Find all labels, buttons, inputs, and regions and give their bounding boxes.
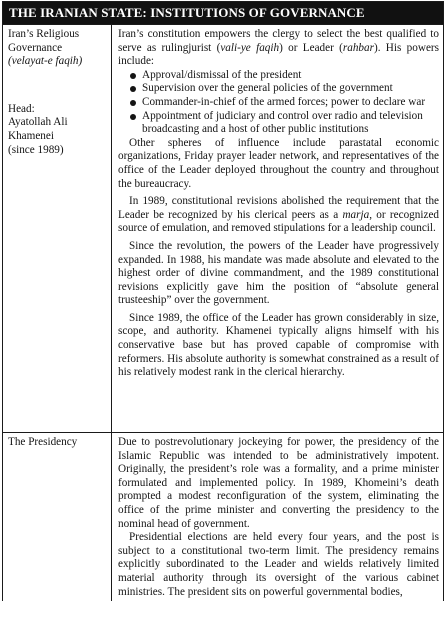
list-item [130,82,439,96]
label-italic-term: (velayat-e faqih) [8,55,83,68]
list-item-text: Commander-in-chief of the armed forces; power to declare war [142,95,426,108]
intro-text: ) or Leader ( [279,41,343,54]
head-name-line: Khamenei [8,129,54,142]
list-item [130,110,439,137]
row-label-presidency: The Presidency [3,433,112,602]
head-name-line: Ayatollah Ali [8,116,68,129]
table-row-religious-governance [3,25,444,433]
bullet-icon [130,73,136,79]
paragraph: Since 1989, the office of the Leader has grown considerably in size, scope, and authority. Khamenei typically aligns himself with his conservative base but has proved capable of compromise with reformers. His absolute authority is somewhat constrained as a result of his relatively modest rank in the clerical hierarchy. [118,311,439,379]
paragraph: Due to postrevolutionary jockeying for power, the presidency of the Islamic Republic was intended to be administratively impotent. Originally, the president’s role was a formality, and a prime minister formulated and implemented policy. In 1989, Khomeini’s death prompted a modest reconfiguration of the system, eliminating the office of the prime minister and converting the presidency to the nominal head of government. [118,436,439,530]
paragraph: Presidential elections are held every four years, and the post is subject to a constitutional two-term limit. The presidency remains explicitly subordinated to the Leader and wields relatively limited material authority through its oversight of the various cabinet ministries. The president sits on powerful governmental bodies, [118,531,439,598]
list-item-text: Approval/dismissal of the president [142,68,302,81]
paragraph: Since the revolution, the powers of the Leader have progressively expanded. In 1988, his mandate was made absolute and elevated to the highest order of divine commandment, and the 1989 constitutional revisions explicitly gave him the position of “absolute general trusteeship” over the government. [118,239,439,307]
list-item-text: Supervision over the general policies of the government [142,82,393,95]
table-title: THE IRANIAN STATE: INSTITUTIONS OF GOVERNANCE [3,2,444,25]
list-item-text: Appointment of judiciary and control over radio and television broadcasting and a host of other public institutions [142,109,423,136]
paragraph-italic-term: marja [342,208,370,221]
paragraph-text: , or recognized source of emulation, and removed stipulations for a leadership council. [118,208,439,235]
list-item [130,69,439,83]
intro-text: ). His powers include: [118,41,439,68]
row-body-religious-governance [112,25,444,433]
intro-italic-term: vali-ye faqih [220,41,280,54]
row-body-presidency [112,433,444,602]
head-since: (since 1989) [8,143,64,156]
paragraph [118,195,439,236]
intro-paragraph [118,28,439,69]
intro-text: Iran’s constitution empowers the clergy to select the best qualified to serve as rulingjurist ( [118,28,439,54]
head-label: Head: [8,102,35,115]
label-line: Iran’s Religious [8,28,80,40]
bullet-icon [130,86,136,92]
list-item [130,96,439,110]
paragraph-text: In 1989, constitutional revisions abolished the requirement that the Leader be recognized by his clerical peers as a [118,195,439,221]
intro-italic-term: rahbar [342,41,374,54]
table-row-presidency [3,433,444,602]
row-label-religious-governance [3,25,112,433]
label-line: Governance [8,41,63,54]
bullet-icon [130,114,136,120]
paragraph: Other spheres of influence include parastatal economic organizations, Friday prayer leader network, and representatives of the office of the Leader deployed throughout the country and throughout the bureaucracy. [118,136,439,190]
governance-table [2,1,444,601]
powers-list [118,69,439,137]
bullet-icon [130,100,136,106]
